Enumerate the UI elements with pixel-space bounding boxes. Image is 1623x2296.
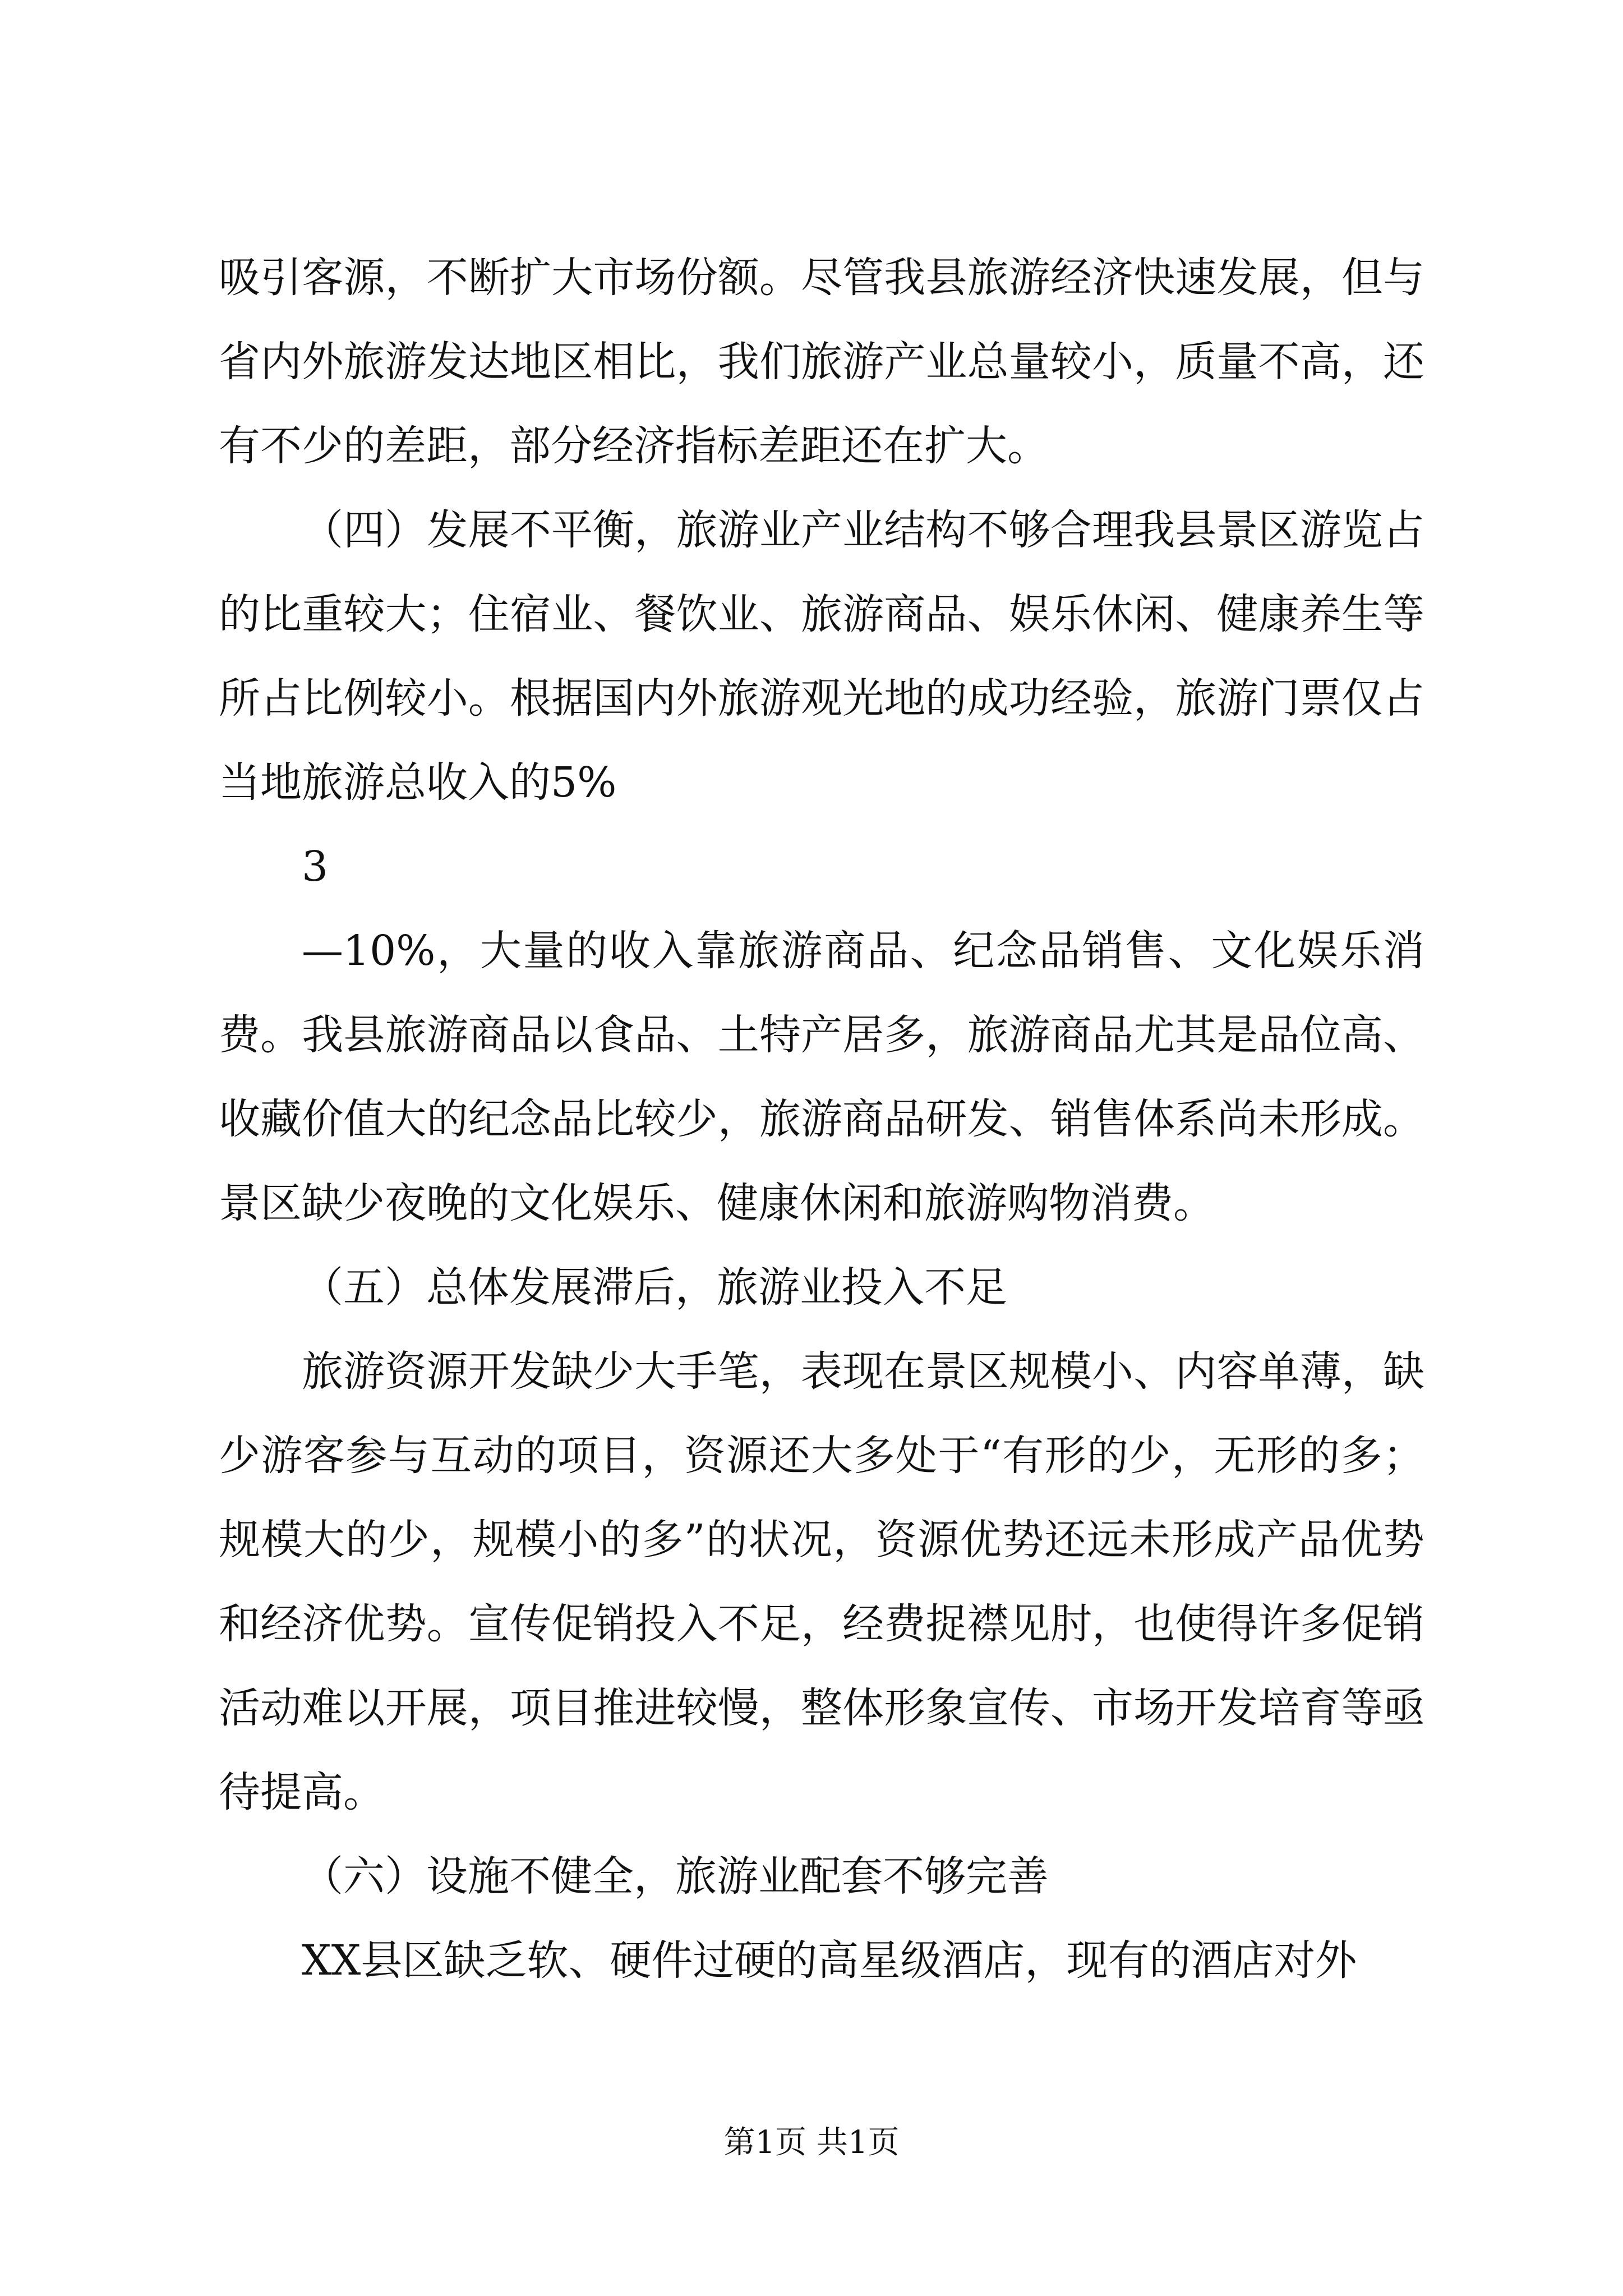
page-number-footer: 第1页 共1页 [723,2124,900,2161]
paragraph-section-4: （四）发展不平衡，旅游业产业结构不够合理我县景区游览占的比重较大；住宿业、餐饮业、旅游商品、娱乐休闲、健康养生等所占比例较小。根据国内外旅游观光地的成功经验，旅游门票仅占当地旅游总收入的5% [219,506,1424,807]
paragraph-page-marker: 3 [302,843,329,891]
paragraph-hotels: XX县区缺乏软、硬件过硬的高星级酒店，现有的酒店对外 [302,1936,1357,1985]
heading-section-6: （六）设施不健全，旅游业配套不够完善 [302,1852,1049,1901]
heading-section-5: （五）总体发展滞后，旅游业投入不足 [302,1263,1007,1312]
paragraph-resource-development: 旅游资源开发缺少大手笔，表现在景区规模小、内容单薄，缺少游客参与互动的项目，资源还大多处于“有形的少，无形的多；规模大的少，规模小的多”的状况，资源优势还远未形成产品优势和经济优势。宣传促销投入不足，经费捉襟见肘，也使得许多促销活动难以开展，项目推进较慢，整体形象宣传、市场开发培育等亟待提高。 [219,1347,1424,1816]
document-body [219,236,1424,2003]
paragraph-ticket-revenue: —10%，大量的收入靠旅游商品、纪念品销售、文化娱乐消费。我县旅游商品以食品、土特产居多，旅游商品尤其是品位高、收藏价值大的纪念品比较少，旅游商品研发、销售体系尚未形成。景区缺少夜晚的文化娱乐、健康休闲和旅游购物消费。 [219,927,1424,1227]
paragraph-market-share: 吸引客源，不断扩大市场份额。尽管我县旅游经济快速发展，但与省内外旅游发达地区相比，我们旅游产业总量较小，质量不高，还有不少的差距，部分经济指标差距还在扩大。 [219,254,1424,470]
